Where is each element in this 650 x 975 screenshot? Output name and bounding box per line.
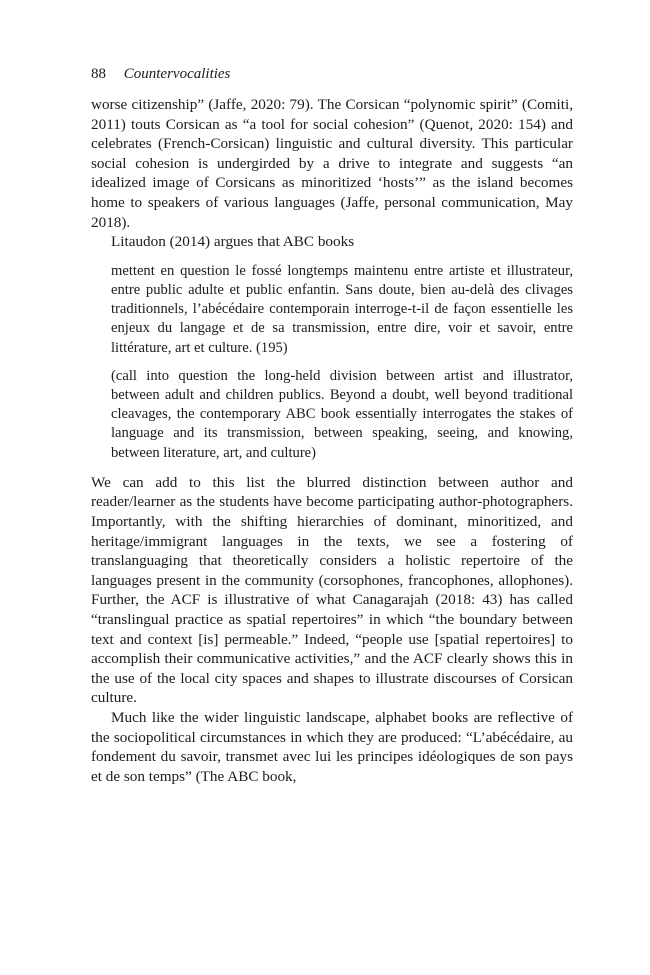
paragraph-1: worse citizenship” (Jaffe, 2020: 79). The Corsican “polynomic spirit” (Comiti, 2011) touts Corsican as “a tool for social cohesion” (Quenot, 2020: 154) and celebrates (French-Corsican) linguistic and cultural diversity. This particular social cohesion is undergirded by a drive to integrate and suggests “an idealized image of Corsicans as minoritized ‘hosts’” as the island becomes home to speakers of various languages (Jaffe, personal communication, May 2018). bbox=[91, 96, 573, 231]
book-page bbox=[91, 64, 573, 786]
paragraph-3: We can add to this list the blurred distinction between author and reader/learner as the students have become participating author-photographers. Importantly, with the shifting hierarchies of dominant, minoritized, and heritage/immigrant languages in the texts, we see a fostering of translanguaging that theoretically considers a holistic repertoire of the languages present in the community (corsophones, francophones, allophones). Further, the ACF is illustrative of what Canagarajah (2018: 43) has called “translingual practice as spatial repertoires” in which “the boundary between text and context [is] permeable.” Indeed, “people use [spatial repertoires] to accomplish their communicative activities,” and the ACF clearly shows this in the use of the local city spaces and shapes to illustrate discourses of Corsican culture. bbox=[91, 473, 573, 707]
page-number: 88 bbox=[91, 66, 106, 82]
paragraph-4: Much like the wider linguistic landscape, alphabet books are reflective of the sociopolitical circumstances in which they are produced: “L’abécédaire, au fondement du savoir, transmet avec lui les principes idéologiques de son pays et de son temps” (The ABC book, bbox=[91, 708, 573, 785]
running-head bbox=[91, 64, 573, 84]
book-title: Countervocalities bbox=[123, 66, 231, 82]
block-quote-french: mettent en question le fossé longtemps maintenu entre artiste et illustrateur, entre public adulte et public enfantin. Sans doute, bien au-delà des clivages traditionnels, l’abécédaire contemporain interroge-t-il de façon essentielle les enjeux du langage et de sa transmission, entre dire, voir et savoir, entre littérature, art et culture. (195) bbox=[111, 262, 573, 356]
block-quote-english-translation: (call into question the long-held division between artist and illustrator, between adult and children publics. Beyond a doubt, well beyond traditional cleavages, the contemporary ABC book essentially interrogates the stakes of language and its transmission, between speaking, seeing, and knowing, between literature, art, and culture) bbox=[111, 367, 573, 461]
paragraph-2: Litaudon (2014) argues that ABC books bbox=[111, 233, 355, 251]
